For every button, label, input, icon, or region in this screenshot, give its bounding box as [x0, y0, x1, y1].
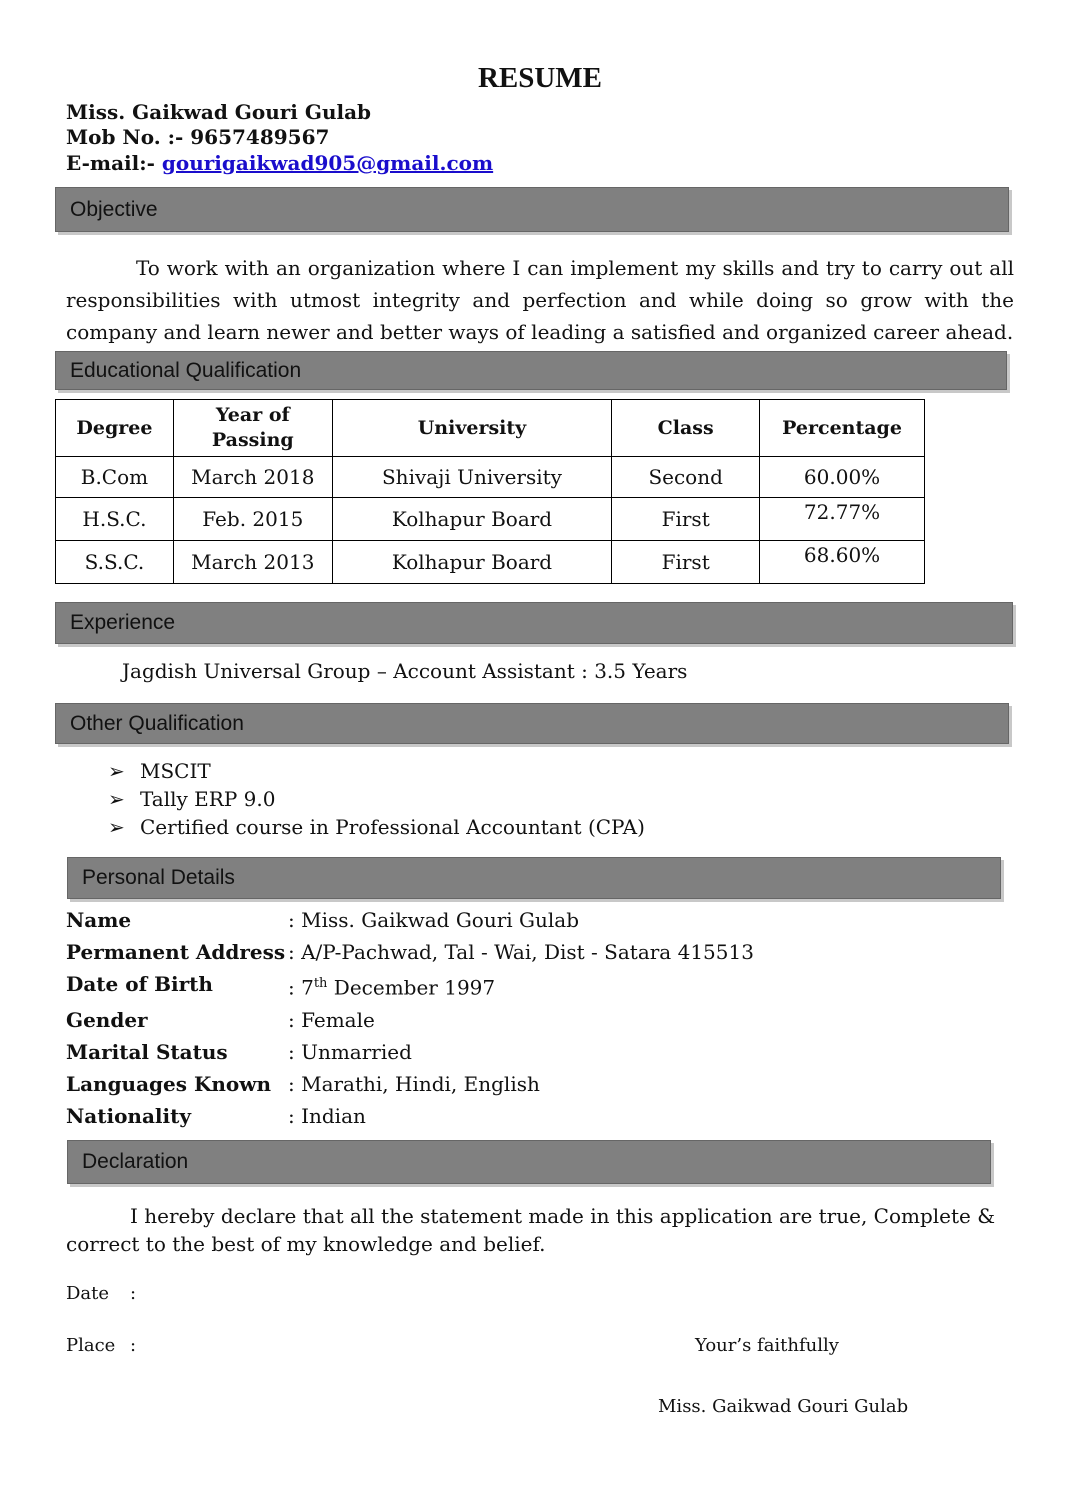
personal-details	[66, 904, 754, 1132]
email-label: E-mail:-	[66, 151, 162, 175]
col-university: University	[332, 400, 612, 457]
cell-class: Second	[612, 457, 760, 498]
cell-percentage: 72.77%	[760, 498, 925, 541]
col-year: Year of Passing	[173, 400, 332, 457]
section-personal-details: Personal Details	[67, 857, 1001, 899]
detail-row	[66, 1004, 754, 1036]
detail-label: Permanent Address	[66, 940, 286, 964]
email-link[interactable]: gourigaikwad905@gmail.com	[161, 151, 494, 175]
col-percentage: Percentage	[760, 400, 925, 457]
detail-value: : Unmarried	[288, 1039, 412, 1064]
mobile-number: Mob No. :- 9657489567	[66, 125, 330, 149]
cell-class: First	[612, 498, 760, 541]
list-item-text: Certified course in Professional Accountant (CPA)	[140, 815, 645, 839]
list-item	[108, 785, 645, 813]
detail-label: Marital Status	[66, 1039, 228, 1064]
col-class: Class	[612, 400, 760, 457]
detail-label: Name	[66, 908, 132, 932]
page-title: RESUME	[477, 62, 603, 94]
detail-row	[66, 904, 754, 936]
cell-degree: S.S.C.	[56, 541, 174, 584]
place-label: Place	[66, 1335, 116, 1356]
objective-text: To work with an organization where I can implement my skills and try to carry out all responsibilities with utmost integrity and perfection and while doing so grow with the company and learn newer and better ways of leading a satisfied and organized career ahead.	[66, 256, 1014, 344]
candidate-name: Miss. Gaikwad Gouri Gulab	[66, 100, 372, 124]
detail-label: Date of Birth	[66, 972, 213, 996]
date-label: Date	[66, 1283, 110, 1304]
list-item-text: MSCIT	[140, 759, 211, 783]
education-table	[55, 399, 925, 584]
detail-row	[66, 968, 754, 1004]
arrow-bullet-icon: ➢	[108, 787, 125, 811]
table-row	[56, 541, 925, 584]
cell-university: Shivaji University	[332, 457, 612, 498]
cell-year: Feb. 2015	[173, 498, 332, 541]
cell-year: March 2018	[173, 457, 332, 498]
table-header-row	[56, 400, 925, 457]
experience-text: Jagdish Universal Group – Account Assistant : 3.5 Years	[122, 659, 688, 683]
section-experience: Experience	[55, 602, 1013, 644]
detail-row	[66, 1068, 754, 1100]
other-qualification-list	[108, 757, 645, 841]
detail-label: Nationality	[66, 1103, 191, 1128]
section-objective: Objective	[55, 187, 1009, 232]
detail-value: : A/P-Pachwad, Tal - Wai, Dist - Satara 415513	[288, 940, 754, 964]
cell-university: Kolhapur Board	[332, 541, 612, 584]
arrow-bullet-icon: ➢	[108, 759, 125, 783]
detail-value: : 7th December 1997	[288, 975, 496, 1000]
detail-value: : Marathi, Hindi, English	[288, 1071, 540, 1096]
cell-year: March 2013	[173, 541, 332, 584]
cell-percentage: 68.60%	[760, 541, 925, 584]
section-other-qualification: Other Qualification	[55, 703, 1009, 744]
detail-value: : Female	[288, 1007, 375, 1032]
date-colon: :	[130, 1283, 137, 1304]
cell-university: Kolhapur Board	[332, 498, 612, 541]
section-education: Educational Qualification	[55, 351, 1007, 390]
detail-row	[66, 1100, 754, 1132]
col-degree: Degree	[56, 400, 174, 457]
signature-name: Miss. Gaikwad Gouri Gulab	[658, 1396, 909, 1417]
arrow-bullet-icon: ➢	[108, 815, 125, 839]
detail-row	[66, 1036, 754, 1068]
section-declaration: Declaration	[67, 1140, 991, 1184]
detail-label: Gender	[66, 1007, 148, 1032]
email-line	[66, 150, 493, 176]
table-row	[56, 498, 925, 541]
list-item-text: Tally ERP 9.0	[140, 787, 276, 811]
detail-value: : Miss. Gaikwad Gouri Gulab	[288, 908, 580, 932]
closing-text: Your’s faithfully	[695, 1335, 839, 1356]
detail-value: : Indian	[288, 1103, 366, 1128]
list-item	[108, 757, 645, 785]
declaration-text: I hereby declare that all the statement made in this application are true, Complete & correct to the best of my knowledge and belief.	[66, 1204, 996, 1256]
cell-degree: H.S.C.	[56, 498, 174, 541]
detail-label: Languages Known	[66, 1071, 271, 1096]
cell-class: First	[612, 541, 760, 584]
cell-percentage: 60.00%	[760, 457, 925, 498]
cell-degree: B.Com	[56, 457, 174, 498]
detail-row	[66, 936, 754, 968]
table-row	[56, 457, 925, 498]
place-colon: :	[130, 1335, 137, 1356]
list-item	[108, 813, 645, 841]
